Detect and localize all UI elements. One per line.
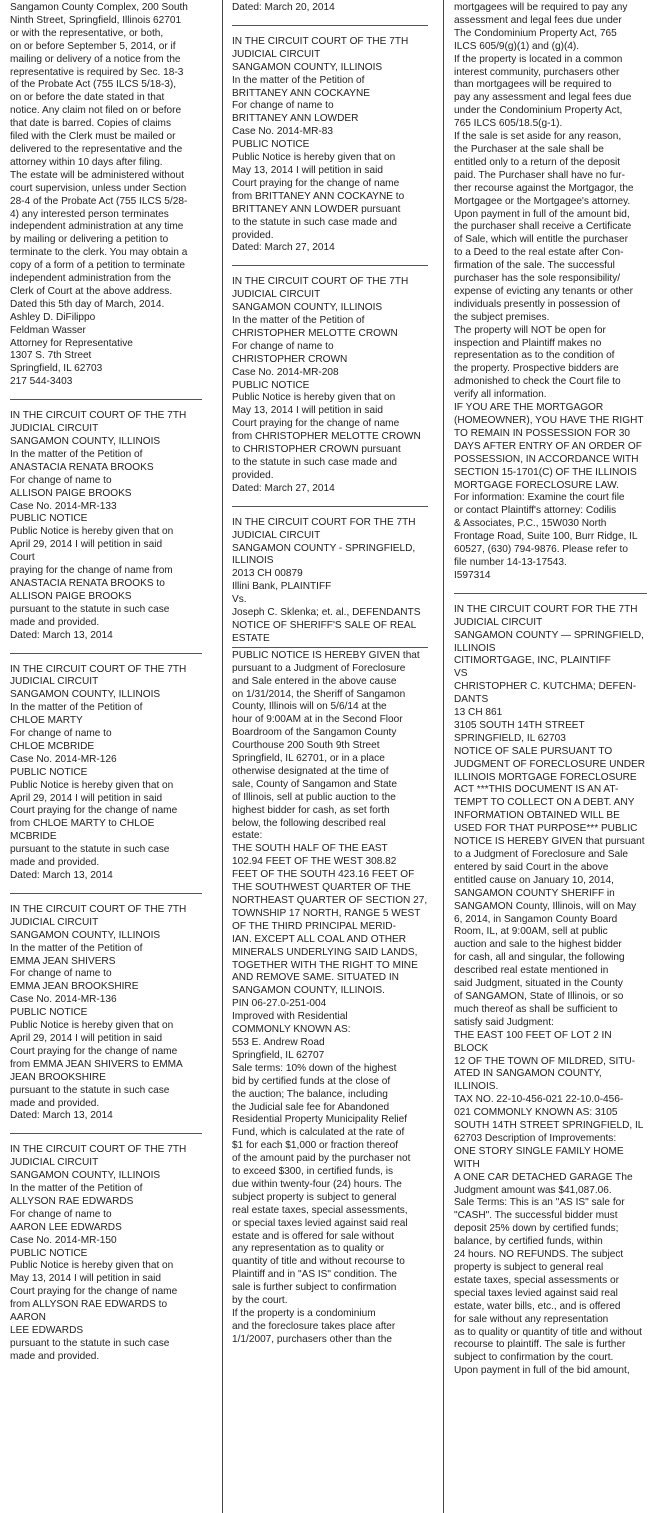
column-2 — [232, 2, 428, 1347]
column-divider — [222, 0, 223, 1513]
probate-claims-notice — [10, 2, 202, 389]
column-3 — [454, 2, 647, 1378]
notice-separator — [10, 1133, 202, 1134]
notice-separator — [10, 653, 202, 654]
name-change-notice-edwards — [10, 1144, 202, 1363]
notice-separator — [232, 25, 428, 26]
sheriff-sale-notice-continued — [454, 2, 647, 583]
notice-text: IN THE CIRCUIT COURT OF THE 7TH JUDICIAL CIRCUIT SANGAMON COUNTY, ILLINOIS In the matter of the Petition of BRITTANEY ANN COCKAYNE For change of name to BRITTANEY ANN LOWDER Case No. 2014-MR-83 PUBLIC NOTICE Public Notice is hereby given that on May 13, 2014 I will petition in said Court praying for the change of name from BRITTANEY ANN COCKAYNE to BRITTANEY ANN LOWDER pursuant to the statute in such case made and provided. Dated: March 27, 2014 — [232, 35, 409, 254]
notice-text: Sangamon County Complex, 200 South Ninth Street, Springfield, Illinois 62701 or with the representative, or both, on or before September 5, 2014, or if mailing or delivery of a notice from the representative is required by Sec. 18-3 of the Probate Act (755 ILCS 5/18-3), on or before the date stated in that notice. Any claim not filed on or before that date is barred. Copies of claims filed with the Clerk must be mailed or delivered to the representative and the attorney within 10 days after filing. The estate will be administered without court supervision, unless under Section 28-4 of the Probate Act (755 ILCS 5/28- 4) any interested person terminates independent administration at any time by mailing or delivering a petition to terminate to the clerk. You may obtain a copy of a form of a petition to terminate independent administration from the Clerk of Court at the above address. Dated this 5th day of March, 2014. Ashley D. DiFilippo Feldman Wasser Attorney for Representative 1307 S. 7th Street Springfield, IL 62703 217 544-3403 — [10, 2, 188, 388]
notice-text: Dated: March 20, 2014 — [232, 2, 335, 13]
column-divider — [443, 0, 444, 1513]
notice-separator — [10, 399, 202, 400]
notice-text: IN THE CIRCUIT COURT FOR THE 7TH JUDICIAL CIRCUIT SANGAMON COUNTY — SPRINGFIELD, ILLINOIS CITIMORTGAGE, INC, PLAINTIFF VS CHRISTOPHER C. KUTCHMA; DEFEN- DANTS 13 CH 861 3105 SOUTH 14TH STREET SPRINGFIELD, IL 62703 NOTICE OF SALE PURSUANT TO JUDGMENT OF FORECLOSURE UNDER ILLINOIS MORTGAGE FORECLOSURE ACT ***THIS DOCUMENT IS AN AT- TEMPT TO COLLECT ON A DEBT. ANY INFORMATION OBTAINED WILL BE USED FOR THAT PURPOSE*** PUBLIC NOTICE IS HEREBY GIVEN that pursuant to a Judgment of Foreclosure and Sale entered by said Court in the above entitled cause on January 10, 2014, SANGAMON COUNTY SHERIFF in SANGAMON County, Illinois, will on May 6, 2014, in Sangamon County Board Room, IL, at 9:00AM, sell at public auction and sale to the highest bidder for cash, all and singular, the following described real estate mentioned in said Judgment, situated in the County of SANGAMON, State of Illinois, or so much thereof as shall be sufficient to satisfy said Judgment: THE EAST 100 FEET OF LOT 2 IN BLOCK 12 OF THE TOWN OF MILDRED, SITU- ATED IN SANGAMON COUNTY, ILLINOIS. TAX NO. 22-10-456-021 22-10.0-456- 021 COMMONLY KNOWN AS: 3105 SOUTH 14TH STREET SPRINGFIELD, IL 62703 Description of Improvements: ONE STORY SINGLE FAMILY HOME WITH A ONE CAR DETACHED GARAGE The Judgment amount was $41,087.06. Sale Terms: This is an "AS IS" sale for "CASH". The successful bidder must deposit 25% down by certified funds; balance, by certified funds, within 24 hours. NO REFUNDS. The subject property is subject to general real estate taxes, special assessments or special taxes levied against said real estate, water bills, etc., and is offered for sale without any representation as to quality or quantity of title and without recourse to plaintiff. The sale is further subject to confirmation by the court. Upon payment in full of the bid amount, — [454, 603, 646, 1377]
notice-separator — [10, 893, 202, 894]
notice-continuation-date — [232, 2, 428, 15]
sheriff-sale-notice-body — [232, 650, 428, 1347]
notice-text: IN THE CIRCUIT COURT FOR THE 7TH JUDICIAL CIRCUIT SANGAMON COUNTY - SPRINGFIELD, ILLINOIS 2013 CH 00879 Illini Bank, PLAINTIFF Vs. Joseph C. Sklenka; et. al., DEFENDANTS NOTICE OF SHERIFF'S SALE OF REAL ESTATE — [232, 516, 421, 644]
notice-text: PUBLIC NOTICE IS HEREBY GIVEN that pursuant to a Judgment of Foreclosure and Sale entered in the above cause on 1/31/2014, the Sheriff of Sangamon County, Illinois will on 5/6/14 at the hour of 9:00AM at in the Second Floor Boardroom of the Sangamon County Courthouse 200 South 9th Street Springfield, IL 62701, or in a place otherwise designated at the time of sale, County of Sangamon and State of Illinois, sell at public auction to the highest bidder for cash, as set forth below, the following described real estate: THE SOUTH HALF OF THE EAST 102.94 FEET OF THE WEST 308.82 FEET OF THE SOUTH 423.16 FEET OF THE SOUTHWEST QUARTER OF THE NORTHEAST QUARTER OF SECTION 27, TOWNSHIP 17 NORTH, RANGE 5 WEST OF THE THIRD PRINCIPAL MERID- IAN. EXCEPT ALL COAL AND OTHER MINERALS UNDERLYING SAID LANDS, TOGETHER WITH THE RIGHT TO MINE AND REMOVE SAME. SITUATED IN SANGAMON COUNTY, ILLINOIS. PIN 06-27.0-251-004 Improved with Residential COMMONLY KNOWN AS: 553 E. Andrew Road Springfield, IL 62707 Sale terms: 10% down of the highest bid by certified funds at the close of the auction; The balance, including the Judicial sale fee for Abandoned Residential Property Municipality Relief Fund, which is calculated at the rate of $1 for each $1,000 or fraction thereof of the amount paid by the purchaser not to exceed $300, in certified funds, is due within twenty-four (24) hours. The subject property is subject to general real estate taxes, special assessments, or special taxes levied against said real estate and is offered for sale without any representation as to quality or quantity of title and without recourse to Plaintiff and in "AS IS" condition. The sale is further subject to confirmation by the court. If the property is a condominium and the foreclosure takes place after 1/1/2007, purchasers other than the — [232, 649, 428, 1345]
notice-text: IN THE CIRCUIT COURT OF THE 7TH JUDICIAL CIRCUIT SANGAMON COUNTY, ILLINOIS In the matter of the Petition of CHLOE MARTY For change of name to CHLOE MCBRIDE Case No. 2014-MR-126 PUBLIC NOTICE Public Notice is hereby given that on April 29, 2014 I will petition in said Court praying for the change of name from CHLOE MARTY to CHLOE MCBRIDE pursuant to the statute in such case made and provided. Dated: March 13, 2014 — [10, 663, 187, 881]
column-1 — [10, 2, 202, 1364]
name-change-notice-crown — [232, 276, 428, 495]
name-change-notice-brooks — [10, 410, 202, 642]
notice-text: IN THE CIRCUIT COURT OF THE 7TH JUDICIAL CIRCUIT SANGAMON COUNTY, ILLINOIS In the matter of the Petition of ALLYSON RAE EDWARDS For change of name to AARON LEE EDWARDS Case No. 2014-MR-150 PUBLIC NOTICE Public Notice is hereby given that on May 13, 2014 I will petition in said Court praying for the change of name from ALLYSON RAE EDWARDS to AARON LEE EDWARDS pursuant to the statute in such case made and provided. — [10, 1144, 187, 1362]
sheriff-sale-notice-header — [232, 517, 428, 646]
notice-separator — [232, 506, 428, 507]
notice-separator — [454, 593, 647, 594]
name-change-notice-shivers — [10, 904, 202, 1123]
notice-text: IN THE CIRCUIT COURT OF THE 7TH JUDICIAL CIRCUIT SANGAMON COUNTY, ILLINOIS In the matter of the Petition of CHRISTOPHER MELOTTE CROWN For change of name to CHRISTOPHER CROWN Case No. 2014-MR-208 PUBLIC NOTICE Public Notice is hereby given that on May 13, 2014 I will petition in said Court praying for the change of name from CHRISTOPHER MELOTTE CROWN to CHRISTOPHER CROWN pursuant to the statute in such case made and provided. Dated: March 27, 2014 — [232, 276, 421, 494]
notice-text: IN THE CIRCUIT COURT OF THE 7TH JUDICIAL CIRCUIT SANGAMON COUNTY, ILLINOIS In the matter of the Petition of EMMA JEAN SHIVERS For change of name to EMMA JEAN BROOKSHIRE Case No. 2014-MR-136 PUBLIC NOTICE Public Notice is hereby given that on April 29, 2014 I will petition in said Court praying for the change of name from EMMA JEAN SHIVERS to EMMA JEAN BROOKSHIRE pursuant to the statute in such case made and provided. Dated: March 13, 2014 — [10, 903, 187, 1122]
notice-separator — [232, 647, 428, 648]
name-change-notice-marty — [10, 664, 202, 883]
notice-separator — [232, 265, 428, 266]
notice-text: IN THE CIRCUIT COURT OF THE 7TH JUDICIAL CIRCUIT SANGAMON COUNTY, ILLINOIS In the matter of the Petition of ANASTACIA RENATA BROOKS For change of name to ALLISON PAIGE BROOKS Case No. 2014-MR-133 PUBLIC NOTICE Public Notice is hereby given that on April 29, 2014 I will petition in said Court praying for the change of name from ANASTACIA RENATA BROOKS to ALLISON PAIGE BROOKS pursuant to the statute in such case made and provided. Dated: March 13, 2014 — [10, 410, 187, 641]
notice-text: mortgagees will be required to pay any assessment and legal fees due under The Condominium Property Act, 765 ILCS 605/9(g)(1) and (g)(4). If the property is located in a common interest community, purchasers other than mortgagees will be required to pay any assessment and legal fees due under the Condominium Property Act, 765 ILCS 605/18.5(g-1). If the sale is set aside for any reason, the Purchaser at the sale shall be entitled only to a return of the deposit paid. The Purchaser shall have no fur- ther recourse against the Mortgagor, the Mortgagee or the Mortgagee's attorney. Upon payment in full of the amount bid, the purchaser shall receive a Certificate of Sale, which will entitle the purchaser to a Deed to the real estate after Con- firmation of the sale. The successful purchaser has the sole responsibility/ expense of evicting any tenants or other individuals presently in possession of the subject premises. The property will NOT be open for inspection and Plaintiff makes no representation as to the condition of the property. Prospective bidders are admonished to check the Court file to verify all information. IF YOU ARE THE MORTGAGOR (HOMEOWNER), YOU HAVE THE RIGHT TO REMAIN IN POSSESSION FOR 30 DAYS AFTER ENTRY OF AN ORDER OF POSSESSION, IN ACCORDANCE WITH SECTION 15-1701(C) OF THE ILLINOIS MORTGAGE FORECLOSURE LAW. For information: Examine the court file or contact Plaintiff's attorney: Codilis & Associates, P.C., 15W030 North Frontage Road, Suite 100, Burr Ridge, IL 60527, (630) 794-9876. Please refer to file number 14-13-17543. I597314 — [454, 2, 644, 581]
foreclosure-sale-notice-kutchma — [454, 604, 647, 1378]
name-change-notice-cockayne — [232, 36, 428, 255]
